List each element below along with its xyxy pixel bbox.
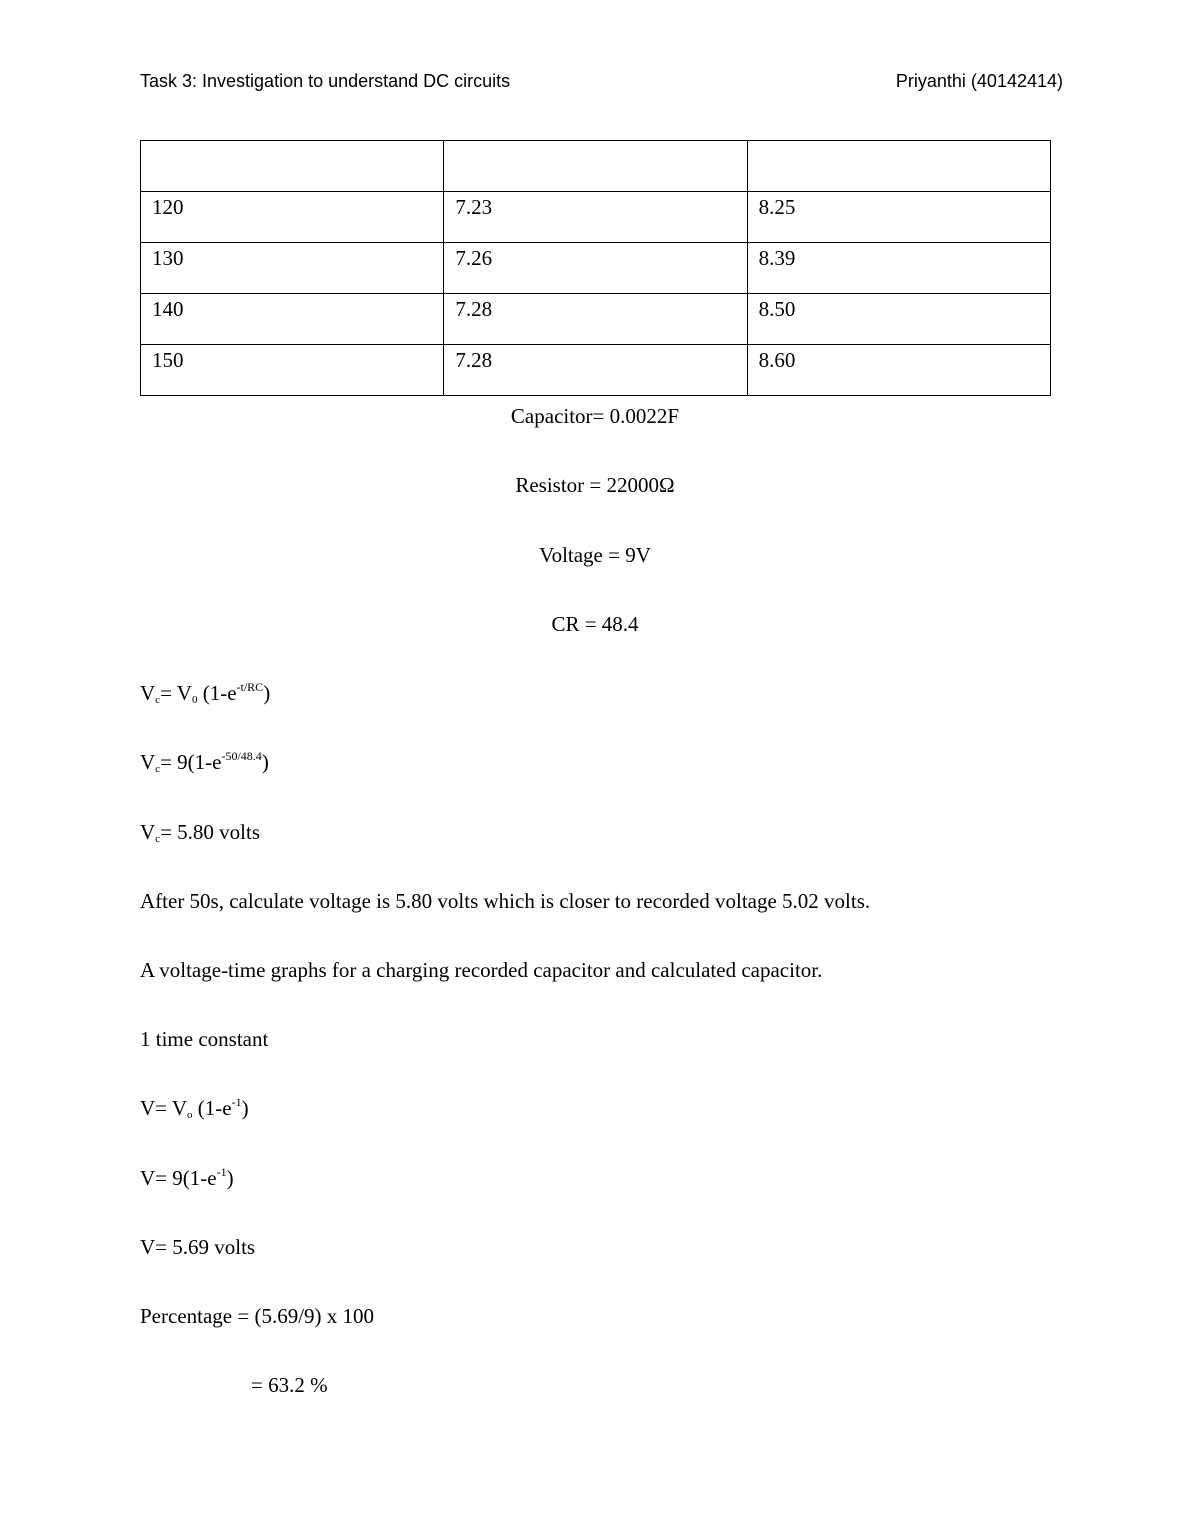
comparison-text: After 50s, calculate voltage is 5.80 volts which is closer to recorded voltage 5.02 volts. (140, 889, 871, 913)
table-cell (141, 141, 444, 192)
percentage-formula: Percentage = (5.69/9) x 100 (140, 1304, 375, 1328)
page-header (140, 71, 1063, 92)
table-row (141, 294, 1051, 345)
measurements-table (140, 140, 1051, 396)
eq-text: ) (261, 750, 269, 774)
table-cell: 140 (141, 294, 444, 345)
table-cell: 8.60 (747, 345, 1050, 396)
eq-symbol: V (140, 750, 156, 774)
cr-value: CR = 48.4 (551, 612, 639, 636)
eq-symbol: V (140, 681, 156, 705)
eq-exponent: -t/RC (236, 680, 264, 694)
table-row (141, 192, 1051, 243)
capacitor-value: Capacitor= 0.0022F (510, 404, 680, 428)
table-cell: 8.50 (747, 294, 1050, 345)
table-row (141, 345, 1051, 396)
table-cell: 7.28 (444, 345, 747, 396)
eq-subscript: c (155, 833, 161, 845)
table-cell: 7.26 (444, 243, 747, 294)
eq-subscript: c (155, 694, 161, 706)
graph-description: A voltage-time graphs for a charging recorded capacitor and calculated capacitor. (140, 958, 823, 982)
table-cell (444, 141, 747, 192)
table-row (141, 141, 1051, 192)
table-cell (747, 141, 1050, 192)
eq-text: (1-e (192, 1096, 232, 1120)
table-cell: 120 (141, 192, 444, 243)
eq-exponent: -1 (231, 1095, 242, 1109)
table-row (141, 243, 1051, 294)
eq-text: ) (226, 1166, 234, 1190)
time-constant-result: V= 5.69 volts (140, 1235, 256, 1259)
eq-exponent: -50/48.4 (221, 749, 262, 763)
header-title: Task 3: Investigation to understand DC circuits (140, 71, 511, 91)
eq-text: V= V (140, 1096, 188, 1120)
header-author: Priyanthi (40142414) (895, 71, 1063, 91)
table-cell: 8.39 (747, 243, 1050, 294)
percentage-result: = 63.2 % (251, 1373, 328, 1397)
table-cell: 7.28 (444, 294, 747, 345)
eq-text: = V (160, 681, 192, 705)
charging-formula (140, 680, 270, 706)
time-constant-substituted (140, 1165, 234, 1191)
eq-text: = 5.80 volts (160, 820, 260, 844)
resistor-value: Resistor = 22000Ω (515, 473, 675, 497)
table-cell: 130 (141, 243, 444, 294)
eq-symbol: V (140, 820, 156, 844)
eq-exponent: -1 (216, 1165, 227, 1179)
vc-result (140, 819, 260, 845)
time-constant-formula (140, 1095, 249, 1121)
eq-text: = 9(1-e (160, 750, 222, 774)
eq-subscript: o (187, 1109, 193, 1121)
voltage-value: Voltage = 9V (539, 543, 651, 567)
eq-text: V= 9(1-e (140, 1166, 217, 1190)
eq-text: ) (241, 1096, 249, 1120)
eq-subscript: 0 (191, 694, 198, 706)
table-cell: 8.25 (747, 192, 1050, 243)
substituted-formula (140, 749, 269, 775)
eq-text: (1-e (197, 681, 237, 705)
eq-subscript: c (155, 763, 161, 775)
table-cell: 150 (141, 345, 444, 396)
eq-text: ) (263, 681, 271, 705)
table-cell: 7.23 (444, 192, 747, 243)
time-constant-label: 1 time constant (140, 1027, 269, 1051)
